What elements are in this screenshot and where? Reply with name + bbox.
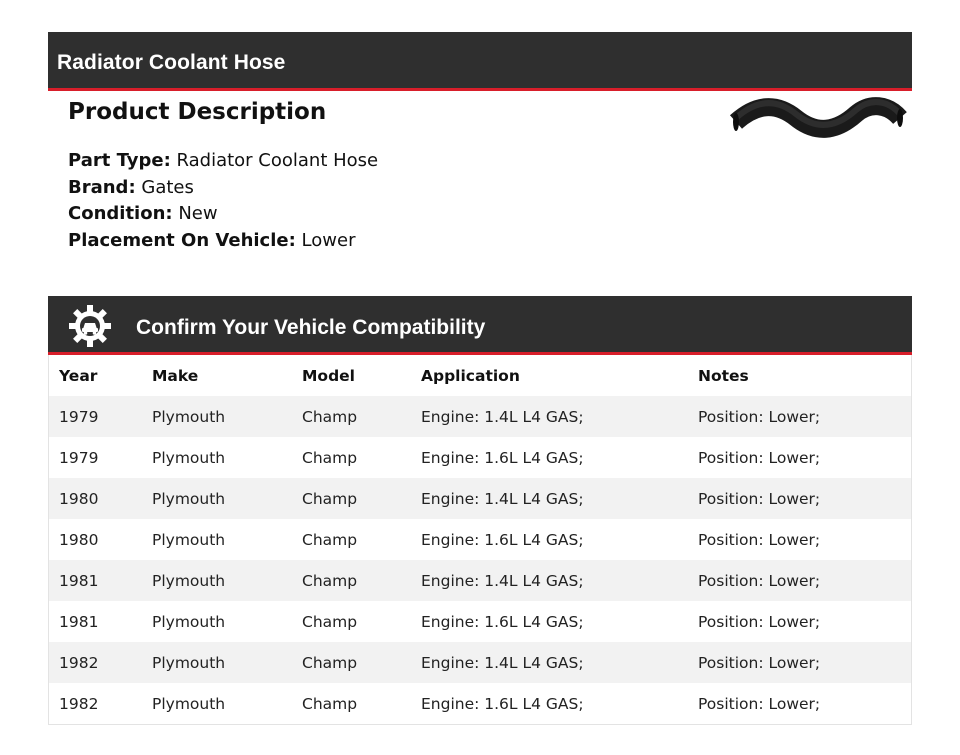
spec-value: New [178, 203, 218, 224]
table-row [49, 519, 911, 560]
cell-make: Plymouth [152, 653, 226, 672]
product-title-bar [48, 32, 912, 91]
table-row [49, 560, 911, 601]
cell-model: Champ [302, 448, 358, 467]
cell-notes: Position: Lower; [698, 407, 821, 426]
spec-value: Gates [141, 176, 194, 198]
cell-make: Plymouth [152, 448, 226, 467]
compatibility-table-container [48, 355, 912, 725]
cell-make: Plymouth [152, 694, 226, 713]
cell-make: Plymouth [152, 407, 226, 426]
table-row [49, 437, 911, 478]
spec-value: Radiator Coolant Hose [176, 150, 379, 171]
radiator-hose-image [728, 96, 908, 142]
cell-model: Champ [302, 694, 358, 713]
cell-notes: Position: Lower; [698, 448, 821, 467]
spec-placement [68, 228, 708, 255]
cell-model: Champ [302, 571, 358, 590]
compatibility-title: Confirm Your Vehicle Compatibility [136, 316, 486, 339]
cell-notes: Position: Lower; [698, 571, 821, 590]
cell-notes: Position: Lower; [698, 530, 821, 549]
product-description [68, 96, 708, 254]
cell-model: Champ [302, 489, 358, 508]
cell-model: Champ [302, 530, 358, 549]
spec-part-type [68, 148, 708, 175]
product-title: Radiator Coolant Hose [57, 51, 286, 74]
cell-year: 1981 [59, 612, 99, 631]
spec-value: Lower [301, 229, 356, 251]
cell-year: 1979 [59, 407, 99, 426]
table-row [49, 683, 911, 724]
cell-year: 1982 [59, 653, 99, 672]
cell-year: 1981 [59, 571, 99, 590]
column-header-application: Application [421, 366, 520, 385]
cell-notes: Position: Lower; [698, 612, 821, 631]
cell-year: 1980 [59, 530, 99, 549]
spec-label: Brand: [68, 176, 136, 198]
spec-label: Condition: [68, 203, 173, 224]
cell-application: Engine: 1.4L L4 GAS; [421, 571, 584, 590]
column-header-year: Year [59, 366, 98, 385]
spec-label: Placement On Vehicle: [68, 229, 296, 251]
column-header-model: Model [302, 366, 355, 385]
cell-make: Plymouth [152, 530, 226, 549]
cell-application: Engine: 1.6L L4 GAS; [421, 448, 584, 467]
table-header-row [49, 355, 911, 396]
cell-application: Engine: 1.4L L4 GAS; [421, 489, 584, 508]
compatibility-bar [48, 296, 912, 355]
gear-car-icon [68, 304, 112, 348]
cell-model: Champ [302, 612, 358, 631]
cell-model: Champ [302, 407, 358, 426]
cell-application: Engine: 1.4L L4 GAS; [421, 653, 584, 672]
spec-condition [68, 201, 708, 228]
cell-application: Engine: 1.6L L4 GAS; [421, 612, 584, 631]
spec-list [68, 148, 708, 254]
cell-make: Plymouth [152, 489, 226, 508]
column-header-notes: Notes [698, 366, 749, 385]
cell-year: 1980 [59, 489, 99, 508]
description-heading: Product Description [68, 99, 327, 125]
table-row [49, 601, 911, 642]
cell-application: Engine: 1.4L L4 GAS; [421, 407, 584, 426]
cell-make: Plymouth [152, 612, 226, 631]
cell-year: 1982 [59, 694, 99, 713]
cell-notes: Position: Lower; [698, 694, 821, 713]
spec-label: Part Type: [68, 150, 171, 171]
spec-brand [68, 175, 708, 202]
cell-year: 1979 [59, 448, 99, 467]
cell-model: Champ [302, 653, 358, 672]
table-row [49, 642, 911, 683]
table-row [49, 396, 911, 437]
cell-make: Plymouth [152, 571, 226, 590]
cell-application: Engine: 1.6L L4 GAS; [421, 530, 584, 549]
compatibility-table [49, 355, 911, 724]
cell-notes: Position: Lower; [698, 489, 821, 508]
column-header-make: Make [152, 366, 199, 385]
table-row [49, 478, 911, 519]
cell-notes: Position: Lower; [698, 653, 821, 672]
cell-application: Engine: 1.6L L4 GAS; [421, 694, 584, 713]
